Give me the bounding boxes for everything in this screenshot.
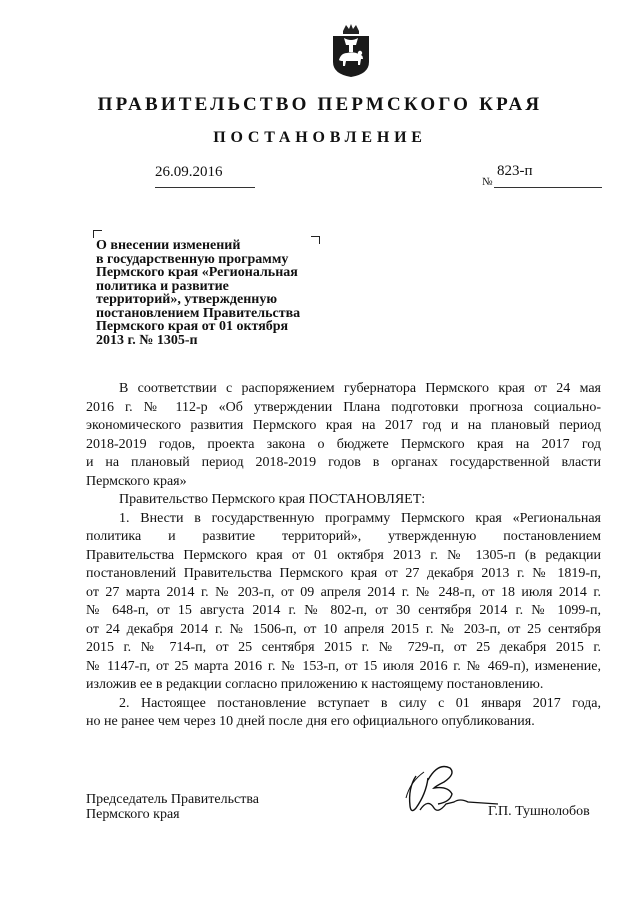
document-date: 26.09.2016: [155, 164, 223, 180]
body-line: 2016 г. № 112-р «Об утверждении Плана подготовки прогноза социально-: [86, 399, 601, 415]
paragraph-decree: Правительство Пермского края ПОСТАНОВЛЯЕТ:: [119, 492, 426, 507]
signatory-title-line: Председатель Правительства: [86, 792, 259, 807]
subject-line: постановлением Правительства: [96, 305, 301, 321]
subject-line: политика и развитие: [96, 278, 229, 294]
paragraph-item-2: [86, 695, 601, 732]
paragraph-preamble: [86, 380, 601, 491]
body-line: но не ранее чем через 10 дней после дня его официального опубликования.: [86, 714, 535, 729]
signatory-name: Г.П. Тушнолобов: [488, 804, 590, 819]
body-line: № 648-п, от 15 августа 2014 г. № 802-п, от 30 сентября 2014 г. № 1099-п,: [86, 603, 601, 618]
body-line: В соответствии с распоряжением губернатора Пермского края от 24 мая: [119, 381, 601, 396]
body-line: 2018-2019 годов, проекта закона о бюджете Пермского края на 2017 год: [86, 436, 601, 452]
subject-bracket-left: [93, 230, 102, 238]
subject-line: Пермского края от 01 октября: [96, 319, 289, 334]
document-type: ПОСТАНОВЛЕНИЕ: [213, 129, 427, 146]
body-line: от 27 марта 2014 г. № 203-п, от 09 апреля 2014 г. № 248-п, от 18 июля 2014 г.: [86, 584, 601, 600]
subject-line: территорий», утвержденную: [96, 292, 278, 307]
signatory-title-line: Пермского края: [86, 807, 180, 822]
body-line: 1. Внести в государственную программу Пермского края «Региональная: [119, 510, 601, 526]
body-line: постановлений Правительства Пермского края от 27 декабря 2013 г. № 1819-п,: [86, 566, 601, 581]
date-underline: [155, 187, 255, 188]
subject-line: в государственную программу: [96, 251, 289, 267]
document-body: [86, 380, 601, 732]
organization-title: ПРАВИТЕЛЬСТВО ПЕРМСКОГО КРАЯ: [97, 94, 543, 115]
signatory-title: [86, 792, 259, 822]
number-label: №: [482, 176, 493, 188]
body-line: № 1147-п, от 25 марта 2016 г. № 153-п, от 15 июля 2016 г. № 469-п), изменение,: [86, 658, 601, 674]
number-underline: [494, 187, 602, 188]
subject-line: 2013 г. № 1305-п: [96, 332, 198, 348]
body-line: от 24 декабря 2014 г. № 1506-п, от 10 апреля 2015 г. № 203-п, от 25 сентября: [86, 621, 601, 637]
body-line: политика и развитие территорий», утвержденную постановлением: [86, 529, 601, 544]
document-number: 823-п: [497, 163, 533, 179]
paragraph-item-1: [86, 510, 601, 695]
body-line: 2015 г. № 714-п, от 25 сентября 2015 г. № 729-п, от 25 декабря 2015 г.: [86, 640, 601, 655]
body-line: и на плановый период 2018-2019 годов в органах государственной власти: [86, 455, 601, 470]
body-line: изложив ее в редакции согласно приложению к настоящему постановлению.: [86, 677, 544, 692]
body-line: Пермского края»: [86, 473, 187, 489]
subject-block: [96, 239, 336, 347]
subject-line: Пермского края «Региональная: [96, 265, 298, 280]
body-line: экономического развития Пермского края на 2017 год и на плановый период: [86, 418, 601, 433]
subject-line: О внесении изменений: [96, 238, 241, 253]
body-line: 2. Настоящее постановление вступает в силу с 01 января 2017 года,: [119, 695, 601, 711]
body-line: Правительства Пермского края от 01 октября 2013 г. № 1305-п (в редакции: [86, 547, 601, 563]
coat-of-arms-icon: [330, 22, 372, 78]
